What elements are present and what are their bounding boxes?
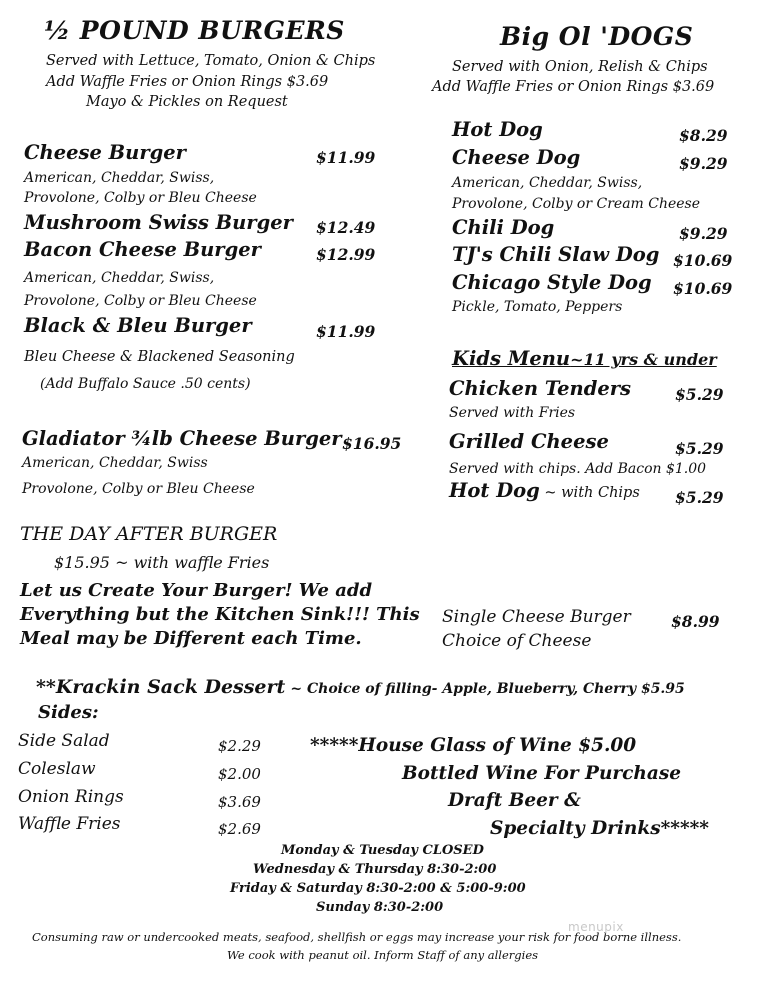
menu-item-price: $16.95 bbox=[342, 434, 402, 453]
menu-item-name: Gladiator ¾lb Cheese Burger bbox=[22, 427, 342, 450]
side-item-price: $3.69 bbox=[218, 793, 261, 811]
hours-line: Monday & Tuesday CLOSED bbox=[281, 843, 484, 858]
side-item-name: Waffle Fries bbox=[18, 814, 121, 834]
drinks-line-2: Bottled Wine For Purchase bbox=[402, 763, 682, 784]
hours-line: Sunday 8:30-2:00 bbox=[316, 900, 444, 915]
menu-item-note: ~ with Chips bbox=[539, 485, 640, 501]
sides-title: Sides: bbox=[38, 702, 99, 723]
burgers-title: ½ POUND BURGERS bbox=[44, 16, 345, 45]
menu-item-desc: American, Cheddar, Swiss, bbox=[24, 170, 215, 186]
menu-item-price: $12.99 bbox=[316, 245, 376, 264]
menu-item-desc: Bleu Cheese & Blackened Seasoning bbox=[24, 349, 295, 365]
burgers-subtitle-3: Mayo & Pickles on Request bbox=[86, 94, 288, 110]
side-item-name: Side Salad bbox=[18, 731, 110, 751]
single-burger-name: Single Cheese Burger bbox=[442, 607, 631, 627]
menu-item-name: Chili Dog bbox=[452, 216, 555, 239]
menu-item-desc: American, Cheddar, Swiss, bbox=[24, 270, 215, 286]
menu-item-desc: Served with Fries bbox=[449, 405, 576, 421]
menu-item-name: Cheese Dog bbox=[452, 146, 581, 169]
menu-item-price: $12.49 bbox=[316, 218, 376, 237]
dogs-title: Big Ol 'DOGS bbox=[500, 22, 694, 51]
watermark-logo: menupix bbox=[568, 920, 624, 934]
menu-item-desc: (Add Buffalo Sauce .50 cents) bbox=[40, 376, 251, 392]
menu-item-name: Hot Dog bbox=[449, 479, 540, 502]
menu-item-desc: American, Cheddar, Swiss, bbox=[452, 175, 643, 191]
menu-item-desc: American, Cheddar, Swiss bbox=[22, 455, 208, 471]
day-after-title: THE DAY AFTER BURGER bbox=[20, 523, 278, 545]
menu-item bbox=[449, 479, 640, 502]
menu-item-price: $10.69 bbox=[673, 251, 733, 270]
dessert-line bbox=[36, 676, 685, 698]
burgers-subtitle-1: Served with Lettuce, Tomato, Onion & Chips bbox=[46, 53, 376, 69]
menu-item-name: Chicago Style Dog bbox=[452, 271, 652, 294]
kids-menu-age-note: ~11 yrs & under bbox=[570, 350, 717, 369]
single-burger-desc: Choice of Cheese bbox=[442, 631, 592, 651]
menu-item-price: $9.29 bbox=[679, 154, 728, 173]
footer-allergy-note: We cook with peanut oil. Inform Staff of any allergies bbox=[227, 948, 539, 962]
menu-item-name: Hot Dog bbox=[452, 118, 543, 141]
day-after-text: Let us Create Your Burger! We add bbox=[20, 580, 373, 601]
kids-menu-title bbox=[452, 347, 717, 370]
menu-item-price: $5.29 bbox=[675, 488, 724, 507]
menu-item-price: $5.29 bbox=[675, 439, 724, 458]
side-item-price: $2.29 bbox=[218, 737, 261, 755]
footer-warning: Consuming raw or undercooked meats, seafood, shellfish or eggs may increase your risk for food borne illness. bbox=[32, 930, 682, 944]
side-item-price: $2.69 bbox=[218, 820, 261, 838]
dessert-desc: ~ Choice of filling- Apple, Blueberry, Cherry $5.95 bbox=[290, 681, 685, 697]
menu-item-price: $8.29 bbox=[679, 126, 728, 145]
day-after-text: Everything but the Kitchen Sink!!! This bbox=[20, 604, 420, 625]
hours-line: Friday & Saturday 8:30-2:00 & 5:00-9:00 bbox=[230, 881, 526, 896]
menu-item-desc: Pickle, Tomato, Peppers bbox=[452, 299, 623, 315]
day-after-price: $15.95 ~ with waffle Fries bbox=[54, 553, 270, 572]
burgers-subtitle-2: Add Waffle Fries or Onion Rings $3.69 bbox=[46, 74, 329, 90]
menu-item-price: $9.29 bbox=[679, 224, 728, 243]
dessert-name: **Krackin Sack Dessert bbox=[36, 676, 286, 698]
menu-item-desc: Provolone, Colby or Bleu Cheese bbox=[24, 293, 257, 309]
menu-item-desc: Provolone, Colby or Bleu Cheese bbox=[22, 481, 255, 497]
single-burger-price: $8.99 bbox=[671, 612, 720, 631]
menu-item-name: TJ's Chili Slaw Dog bbox=[452, 243, 660, 266]
dogs-subtitle-1: Served with Onion, Relish & Chips bbox=[452, 59, 708, 75]
menu-item-desc: Served with chips. Add Bacon $1.00 bbox=[449, 461, 707, 477]
side-item-name: Coleslaw bbox=[18, 759, 96, 779]
menu-item-name: Bacon Cheese Burger bbox=[24, 238, 261, 261]
drinks-line-4: Specialty Drinks***** bbox=[490, 818, 709, 839]
menu-item-name: Grilled Cheese bbox=[449, 430, 609, 453]
menu-item-price: $10.69 bbox=[673, 279, 733, 298]
menu-item-desc: Provolone, Colby or Cream Cheese bbox=[452, 196, 701, 212]
dogs-subtitle-2: Add Waffle Fries or Onion Rings $3.69 bbox=[432, 79, 715, 95]
day-after-text: Meal may be Different each Time. bbox=[20, 628, 362, 649]
menu-item-desc: Provolone, Colby or Bleu Cheese bbox=[24, 190, 257, 206]
menu-item-price: $11.99 bbox=[316, 148, 376, 167]
menu-item-price: $5.29 bbox=[675, 385, 724, 404]
drinks-line-3: Draft Beer & bbox=[448, 790, 581, 811]
menu-item-name: Mushroom Swiss Burger bbox=[24, 211, 293, 234]
menu-item-name: Cheese Burger bbox=[24, 141, 186, 164]
side-item-name: Onion Rings bbox=[18, 787, 124, 807]
hours-line: Wednesday & Thursday 8:30-2:00 bbox=[253, 862, 497, 877]
menu-item-name: Chicken Tenders bbox=[449, 377, 632, 400]
kids-menu-title-text: Kids Menu bbox=[452, 347, 571, 370]
drinks-line-1: *****House Glass of Wine $5.00 bbox=[310, 735, 637, 756]
side-item-price: $2.00 bbox=[218, 765, 261, 783]
menu-item-name: Black & Bleu Burger bbox=[24, 314, 252, 337]
menu-item-price: $11.99 bbox=[316, 322, 376, 341]
